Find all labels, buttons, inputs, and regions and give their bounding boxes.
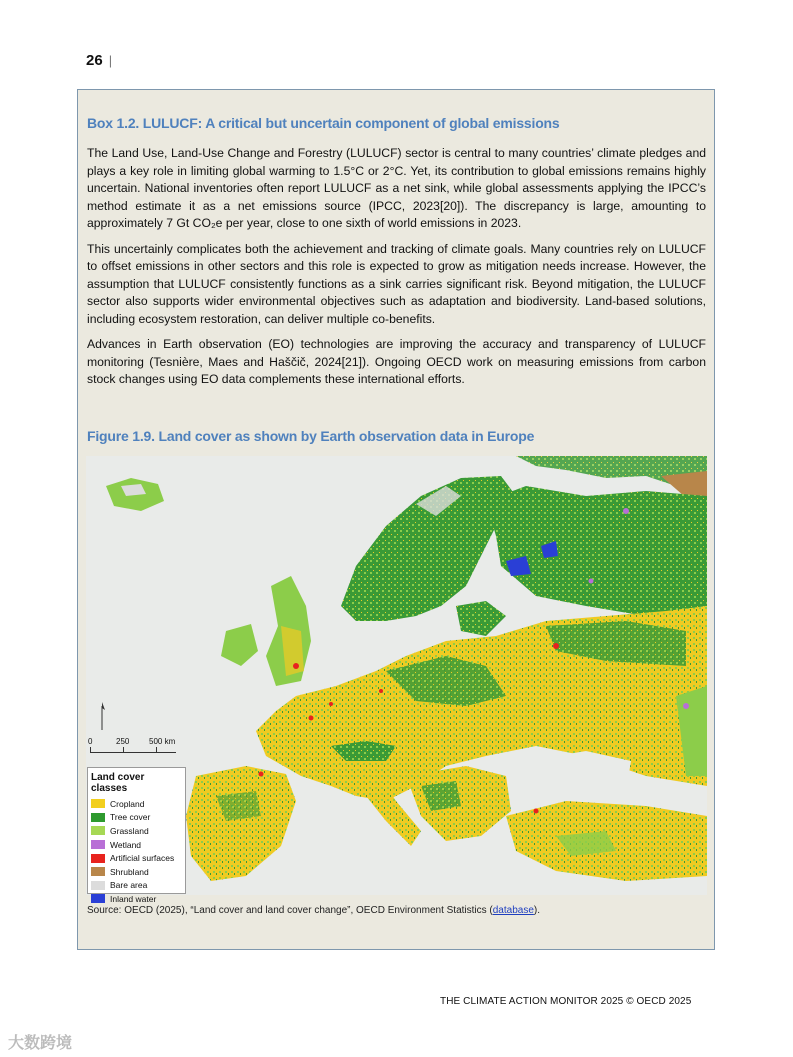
scale-label: 0 xyxy=(88,737,93,746)
map-legend xyxy=(87,767,186,904)
scale-label: 250 xyxy=(116,737,130,746)
figure-source: Source: OECD (2025), “Land cover and land cover change”, OECD Environment Statistics (database). xyxy=(87,905,541,916)
legend-item: Grassland xyxy=(91,824,182,838)
page-footer: THE CLIMATE ACTION MONITOR 2025 © OECD 2025 xyxy=(440,996,692,1007)
legend-item: Shrubland xyxy=(91,865,182,879)
legend-item: Bare area xyxy=(91,879,182,893)
north-arrow-icon xyxy=(97,702,107,732)
legend-swatch xyxy=(91,826,105,835)
paragraph: This uncertainly complicates both the achievement and tracking of climate goals. Many countries rely on LULUCF to offset emissions in other sectors and this role is expected to grow as mitigation needs increase. However, the assumption that LULUCF consistently functions as a sink carries significant risk. Beyond mitigation, the LULUCF sector also supports wider environmental objectives such as adaptation and biodiversity. Land-based solutions, including ecosystem restoration, can deliver multiple co-benefits. xyxy=(87,241,706,326)
legend-swatch xyxy=(91,813,105,822)
page-number: 26 | xyxy=(86,52,113,69)
legend-title: Land cover classes xyxy=(91,772,145,794)
legend-swatch xyxy=(91,840,105,849)
figure-title: Figure 1.9. Land cover as shown by Earth observation data in Europe xyxy=(87,428,535,444)
paragraph: Advances in Earth observation (EO) technologies are improving the accuracy and transparency of LULUCF monitoring (Tesnière, Maes and Haščič, 2024[21]). Ongoing OECD work on measuring emissions from carbon stock changes using EO data complements these international efforts. xyxy=(87,337,706,386)
legend-swatch xyxy=(91,881,105,890)
legend-swatch xyxy=(91,867,105,876)
legend-item: Wetland xyxy=(91,838,182,852)
paragraph: The Land Use, Land-Use Change and Forestry (LULUCF) sector is central to many countries’ climate pledges and plays a key role in limiting global warming to 1.5°C or 2°C. Yet, its contribution to global emissions remains highly uncertain. National inventories often report LULUCF as a net sink, while global assessments applying the IPCC’s method estimate it as a net emissions source (IPCC, 2023[20]). The discrepancy is large, amounting to approximately 7 Gt CO₂e per year, close to one sixth of world emissions in 2023. xyxy=(87,146,706,230)
watermark: 大数跨境 xyxy=(8,1035,73,1052)
legend-item: Artificial surfaces xyxy=(91,851,182,865)
legend-swatch xyxy=(91,894,105,903)
legend-item: Cropland xyxy=(91,797,182,811)
scale-bar xyxy=(88,737,188,759)
box-body xyxy=(87,145,706,397)
database-link[interactable]: database xyxy=(492,905,534,916)
box-title: Box 1.2. LULUCF: A critical but uncertain component of global emissions xyxy=(87,115,560,131)
scale-label: 500 km xyxy=(149,737,176,746)
legend-swatch xyxy=(91,799,105,808)
legend-swatch xyxy=(91,854,105,863)
legend-item: Inland water xyxy=(91,892,182,906)
legend-item: Tree cover xyxy=(91,811,182,825)
